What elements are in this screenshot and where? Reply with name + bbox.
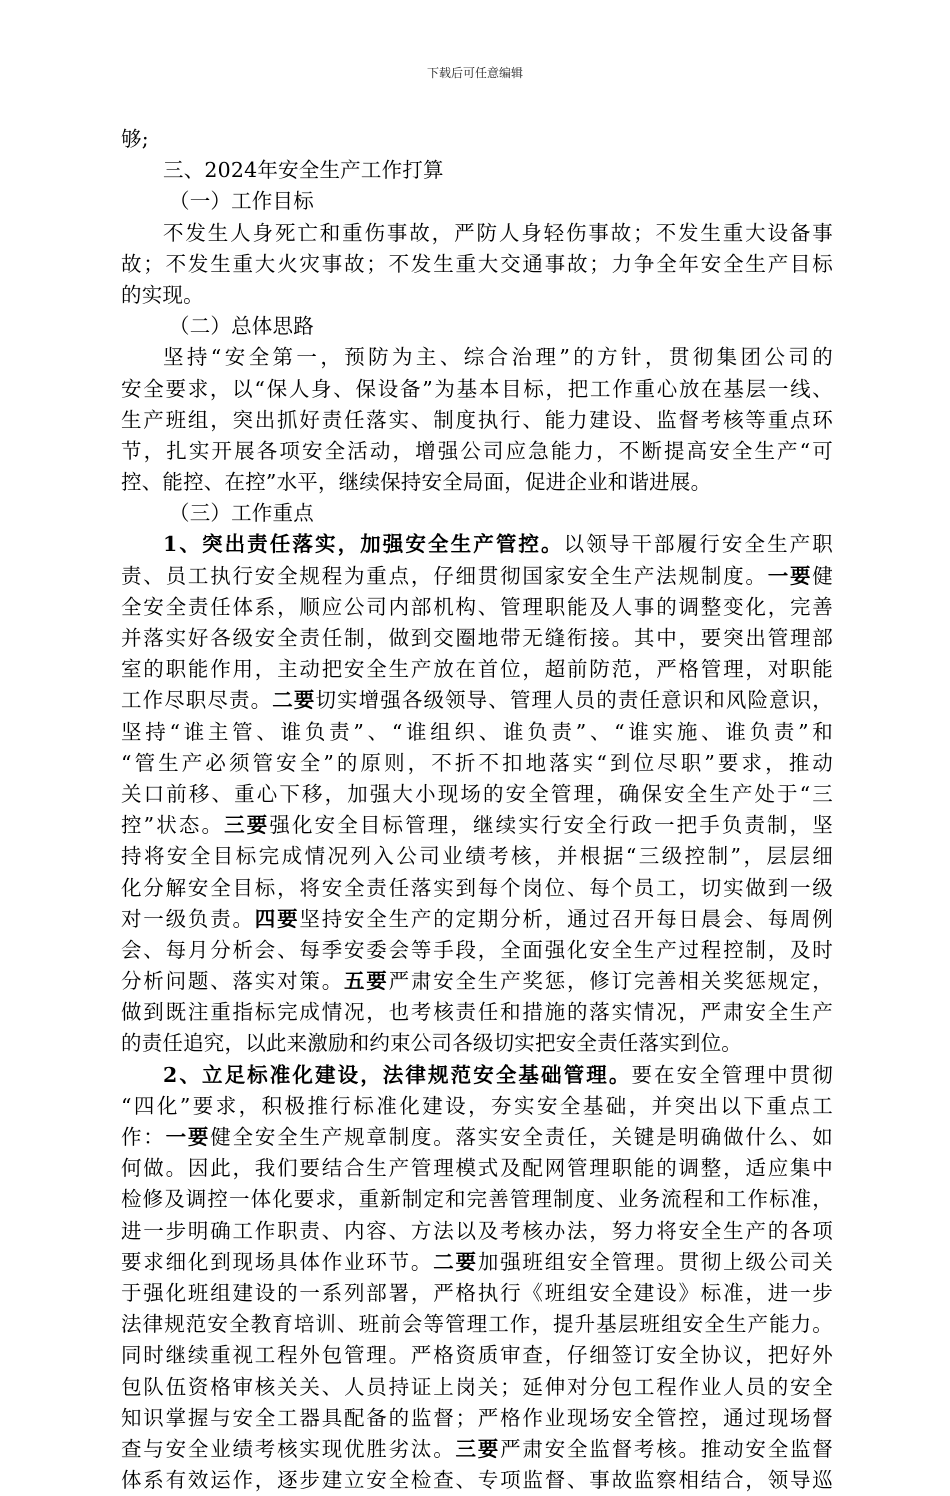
text-run: 严肃安全生产奖惩，修订完善相关奖惩规定， bbox=[388, 969, 834, 994]
text-run: 强化安全目标管理，继续实行安全行政一把手负责制，坚 bbox=[269, 813, 834, 838]
text-run: 的实现。 bbox=[121, 282, 204, 307]
text-run: 切实增强各级领导、管理人员的责任意识和风险意识， bbox=[315, 688, 833, 713]
text-run: 以领导干部履行安全生产职 bbox=[563, 532, 833, 557]
text-run: “四化”要求，积极推行标准化建设，夯实安全基础，并突出以下重点工 bbox=[121, 1093, 833, 1118]
bold-text: 一要 bbox=[767, 563, 813, 588]
text-run: 不发生人身死亡和重伤事故，严防人身轻伤事故；不发生重大设备事 bbox=[163, 220, 833, 245]
text-line bbox=[121, 904, 833, 935]
text-line bbox=[121, 186, 833, 217]
text-run: 故；不发生重大火灾事故；不发生重大交通事故；力争全年安全生产目标 bbox=[121, 251, 833, 276]
bold-text: 二要 bbox=[272, 688, 316, 713]
text-run: 工作尽职尽责。 bbox=[121, 688, 273, 713]
text-run: （一）工作目标 bbox=[169, 189, 314, 214]
text-line bbox=[121, 374, 833, 405]
text-line bbox=[121, 1153, 833, 1184]
text-line bbox=[121, 1340, 833, 1371]
text-run: 法律规范安全教育培训、班前会等管理工作，提升基层班组安全生产能力。 bbox=[121, 1312, 833, 1337]
text-run: 严肃安全监督考核。推动安全监督 bbox=[500, 1436, 834, 1461]
text-line bbox=[121, 467, 833, 498]
text-line bbox=[121, 997, 833, 1028]
text-line bbox=[121, 405, 833, 436]
text-line bbox=[121, 654, 833, 685]
text-run: 作： bbox=[121, 1125, 166, 1149]
text-run: 坚持安全生产的定期分析，通过召开每日晨会、每周例 bbox=[299, 906, 833, 931]
text-run: 坚持“谁主管、谁负责”、“谁组织、谁负责”、“谁实施、谁负责”和 bbox=[121, 719, 833, 744]
text-line bbox=[121, 1278, 833, 1309]
text-run: 够; bbox=[121, 127, 149, 151]
text-run: （二）总体思路 bbox=[169, 314, 314, 339]
text-line bbox=[121, 1465, 833, 1496]
bold-text: 三要 bbox=[224, 813, 270, 838]
text-line bbox=[121, 779, 833, 810]
text-run: （三）工作重点 bbox=[169, 501, 314, 526]
text-run: 控、能控、在控”水平，继续保持安全局面，促进企业和谐进展。 bbox=[121, 470, 712, 495]
text-line bbox=[121, 1403, 833, 1434]
text-line bbox=[121, 748, 833, 779]
text-run: 于强化班组建设的一系列部署，严格执行《班组安全建设》标准，进一步 bbox=[121, 1280, 833, 1305]
text-run: 关口前移、重心下移，加强大小现场的安全管理，确保安全生产处于“三 bbox=[121, 781, 833, 806]
text-line bbox=[121, 717, 833, 748]
text-run: 何做。因此，我们要结合生产管理模式及配网管理职能的调整，适应集中 bbox=[121, 1156, 833, 1181]
text-run: 同时继续重视工程外包管理。严格资质审查，仔细签订安全协议，把好外 bbox=[121, 1343, 833, 1368]
text-run: 的责任追究，以此来激励和约束公司各级切实把安全责任落实到位。 bbox=[121, 1031, 742, 1056]
text-line bbox=[121, 1184, 833, 1215]
text-run: 健全安全生产规章制度。落实安全责任，关键是明确做什么、如 bbox=[210, 1125, 833, 1149]
text-run: 节，扎实开展各项安全活动，增强公司应急能力，不断提高安全生产“可 bbox=[121, 438, 833, 463]
text-run: 室的职能作用，主动把安全生产放在首位，超前防范，严格管理，对职能 bbox=[121, 657, 833, 682]
text-line bbox=[121, 280, 833, 311]
document-body bbox=[121, 124, 833, 1496]
text-run: 检修及调控一体化要求，重新制定和完善管理制度、业务流程和工作标准， bbox=[121, 1187, 833, 1212]
text-run: 对一级负责。 bbox=[121, 906, 255, 931]
text-line bbox=[121, 1247, 833, 1278]
text-line bbox=[121, 155, 833, 186]
text-run: 知识掌握与安全工器具配备的监督；严格作业现场安全管控，通过现场督 bbox=[121, 1405, 833, 1430]
text-run: 并落实好各级安全责任制，做到交圈地带无缝衔接。其中，要突出管理部 bbox=[121, 626, 833, 650]
text-run: 控”状态。 bbox=[121, 813, 225, 838]
bold-text: 1、突出责任落实，加强安全生产管控。 bbox=[163, 532, 564, 557]
text-run: 做到既注重指标完成情况，也考核责任和措施的落实情况，严肃安全生产 bbox=[121, 1000, 833, 1025]
text-line bbox=[121, 1434, 833, 1465]
text-line bbox=[121, 1060, 833, 1091]
text-run: 化分解安全目标，将安全责任落实到每个岗位、每个员工，切实做到一级 bbox=[121, 875, 833, 900]
text-line bbox=[121, 529, 833, 560]
bold-text: 2、立足标准化建设，法律规范安全基础管理。 bbox=[163, 1062, 632, 1087]
bold-text: 二要 bbox=[433, 1249, 478, 1274]
text-run: 持将安全目标完成情况列入公司业绩考核，并根据“三级控制”，层层细 bbox=[121, 844, 833, 869]
text-line bbox=[121, 342, 833, 373]
text-line bbox=[121, 498, 833, 529]
text-line bbox=[121, 623, 833, 654]
text-line bbox=[121, 935, 833, 966]
text-run: 坚持“安全第一，预防为主、综合治理”的方针，贯彻集团公司的 bbox=[163, 345, 833, 370]
bold-text: 一要 bbox=[165, 1125, 211, 1149]
text-run: 全安全责任体系，顺应公司内部机构、管理职能及人事的调整变化，完善 bbox=[121, 594, 833, 619]
text-line bbox=[121, 592, 833, 623]
text-line bbox=[121, 124, 833, 155]
text-line bbox=[121, 1122, 833, 1153]
text-run: 要求细化到现场具体作业环节。 bbox=[121, 1249, 434, 1274]
bold-text: 五要 bbox=[344, 969, 389, 994]
text-run: 要在安全管理中贯彻 bbox=[631, 1062, 833, 1087]
text-run: 加强班组安全管理。贯彻上级公司关 bbox=[477, 1249, 834, 1274]
text-run: 体系有效运作，逐步建立安全检查、专项监督、事故监察相结合，领导巡 bbox=[121, 1468, 833, 1493]
text-run: 健 bbox=[812, 563, 833, 588]
text-run: 生产班组，突出抓好责任落实、制度执行、能力建设、监督考核等重点环 bbox=[121, 407, 833, 432]
bold-text: 三要 bbox=[455, 1436, 501, 1461]
text-line bbox=[121, 685, 833, 716]
bold-text: 四要 bbox=[254, 906, 300, 931]
text-line bbox=[121, 810, 833, 841]
text-line bbox=[121, 218, 833, 249]
text-run: 查与安全业绩考核实现优胜劣汰。 bbox=[121, 1436, 456, 1461]
text-run: 安全要求，以“保人身、保设备”为基本目标，把工作重心放在基层一线、 bbox=[121, 376, 833, 401]
text-run: 责、员工执行安全规程为重点，仔细贯彻国家安全生产法规制度。 bbox=[121, 563, 768, 588]
text-line bbox=[121, 1216, 833, 1247]
text-run: “管生产必须管安全”的原则，不折不扣地落实“到位尽职”要求，推动 bbox=[121, 750, 833, 775]
text-line bbox=[121, 249, 833, 280]
text-line bbox=[121, 1309, 833, 1340]
text-line bbox=[121, 436, 833, 467]
text-run: 进一步明确工作职责、内容、方法以及考核办法，努力将安全生产的各项 bbox=[121, 1218, 833, 1243]
text-line bbox=[121, 1091, 833, 1122]
text-run: 会、每月分析会、每季安委会等手段，全面强化安全生产过程控制，及时 bbox=[121, 937, 833, 962]
text-line bbox=[121, 311, 833, 342]
text-run: 包队伍资格审核关关、人员持证上岗关；延伸对分包工程作业人员的安全 bbox=[121, 1374, 833, 1399]
text-run: 分析问题、落实对策。 bbox=[121, 969, 344, 994]
page-header: 下载后可任意编辑 bbox=[426, 66, 523, 80]
text-line bbox=[121, 1372, 833, 1403]
text-line bbox=[121, 873, 833, 904]
text-line bbox=[121, 561, 833, 592]
text-line bbox=[121, 966, 833, 997]
text-line bbox=[121, 1028, 833, 1059]
text-line bbox=[121, 841, 833, 872]
text-run: 三、2024年安全生产工作打算 bbox=[163, 158, 444, 183]
